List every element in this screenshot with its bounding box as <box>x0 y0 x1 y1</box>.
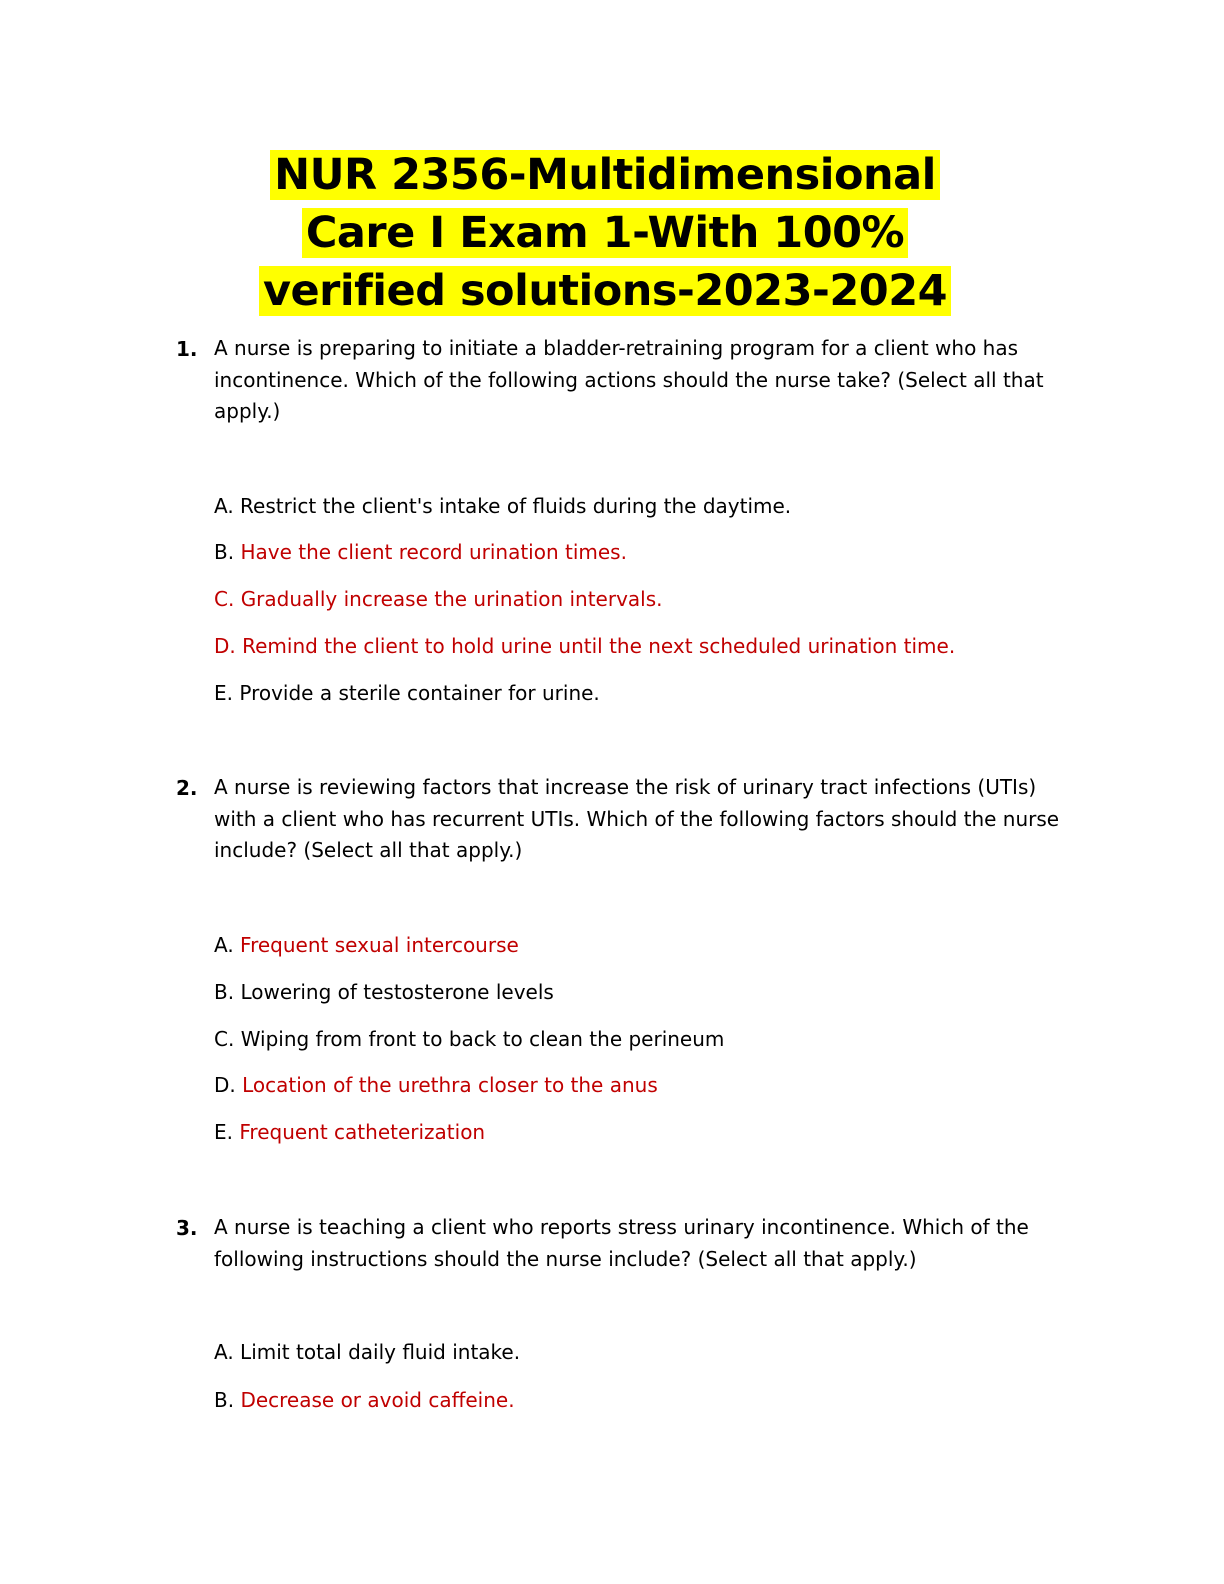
option-letter: E. <box>214 1120 233 1144</box>
option-letter: A. <box>214 933 234 957</box>
answer-option <box>214 1386 515 1414</box>
option-text-correct: Frequent sexual intercourse <box>240 933 519 957</box>
option-text: Wiping from front to back to clean the perineum <box>240 1027 725 1051</box>
option-letter: A. <box>214 1340 234 1364</box>
answer-option <box>214 679 600 707</box>
option-text: Lowering of testosterone levels <box>240 980 554 1004</box>
question-text: A nurse is reviewing factors that increase the risk of urinary tract infections (UTIs) with a client who has recurrent UTIs. Which of the following factors should the nurse include? (Select all that apply.) <box>214 775 1060 862</box>
option-letter: B. <box>214 540 235 564</box>
question-number: 3. <box>176 1216 198 1240</box>
question-number: 2. <box>176 776 198 800</box>
option-letter: A. <box>214 494 234 518</box>
option-text: Limit total daily fluid intake. <box>240 1340 521 1364</box>
option-letter: B. <box>214 1388 235 1412</box>
option-text-correct: Frequent catheterization <box>239 1120 486 1144</box>
title-line-1: NUR 2356-Multidimensional <box>270 150 940 200</box>
title-line-2: Care I Exam 1-With 100% <box>302 208 908 258</box>
option-text-correct: Gradually increase the urination intervals. <box>240 587 663 611</box>
answer-option <box>214 492 791 520</box>
question-text: A nurse is teaching a client who reports stress urinary incontinence. Which of the following instructions should the nurse include? (Select all that apply.) <box>214 1215 1029 1271</box>
option-text-correct: Decrease or avoid caffeine. <box>240 1388 515 1412</box>
option-letter: B. <box>214 980 235 1004</box>
option-text-correct: Have the client record urination times. <box>240 540 627 564</box>
answer-option <box>214 1118 485 1146</box>
answer-option <box>214 978 554 1006</box>
answer-option <box>214 585 663 613</box>
answer-option <box>214 1025 724 1053</box>
answer-option <box>214 1071 658 1099</box>
question-text: A nurse is preparing to initiate a bladder-retraining program for a client who has incontinence. Which of the following actions should the nurse take? (Select all that apply.) <box>214 336 1044 423</box>
option-letter: E. <box>214 681 233 705</box>
document-title <box>0 146 1210 320</box>
title-line-3: verified solutions-2023-2024 <box>259 266 951 316</box>
option-letter: D. <box>214 1073 236 1097</box>
answer-option <box>214 538 627 566</box>
option-text: Restrict the client's intake of fluids during the daytime. <box>240 494 792 518</box>
option-letter: D. <box>214 634 236 658</box>
option-letter: C. <box>214 1027 235 1051</box>
answer-option <box>214 1338 520 1366</box>
option-text-correct: Location of the urethra closer to the anus <box>242 1073 658 1097</box>
option-letter: C. <box>214 587 235 611</box>
option-text-correct: Remind the client to hold urine until the next scheduled urination time. <box>242 634 956 658</box>
question-number: 1. <box>176 337 198 361</box>
answer-option <box>214 632 955 660</box>
answer-option <box>214 931 519 959</box>
option-text: Provide a sterile container for urine. <box>239 681 600 705</box>
